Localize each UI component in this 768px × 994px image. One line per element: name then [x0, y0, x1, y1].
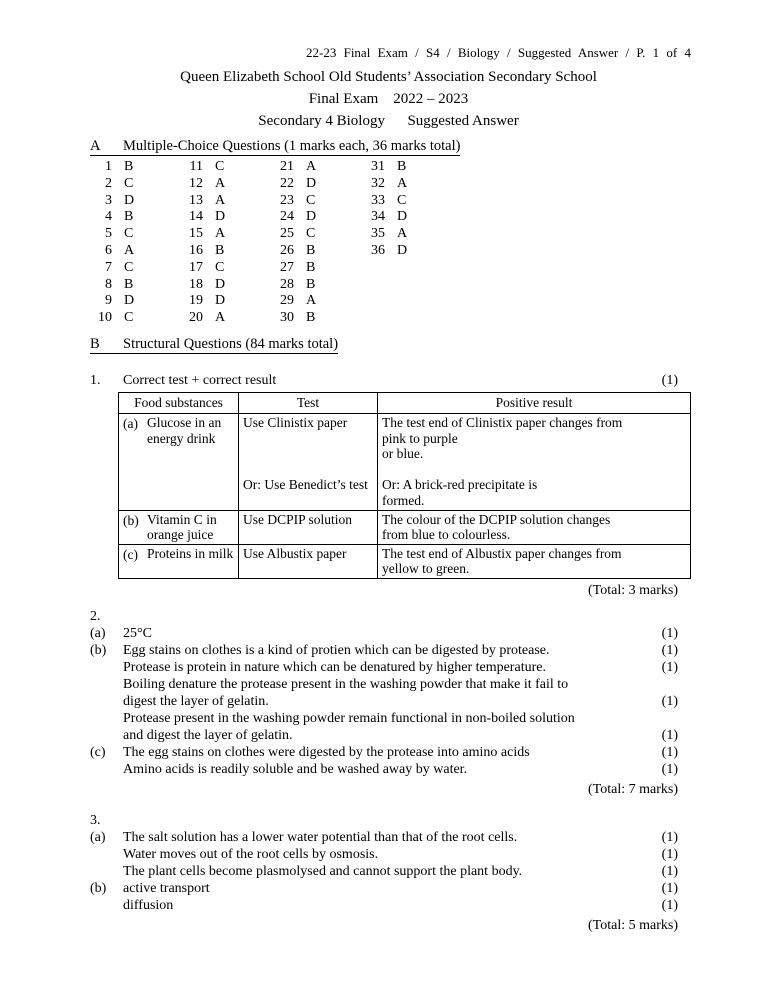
mc-answer-row: [90, 293, 181, 310]
answer-line: [90, 897, 687, 914]
section-a-underline: [90, 138, 460, 156]
food-text-line: Vitamin C in: [147, 511, 217, 527]
section-a-heading: [90, 138, 687, 156]
mc-question-number: 27: [280, 259, 294, 275]
test-cell: [239, 413, 378, 510]
mc-question-number: 19: [189, 293, 203, 309]
mc-answer-row: [181, 226, 272, 243]
answer-text: Boiling denature the protease present in the washing powder that make it fail to: [123, 676, 569, 692]
mc-answer-row: [181, 293, 272, 310]
marks-label: (1): [661, 693, 678, 709]
mc-answer-letter: A: [215, 226, 226, 242]
answer-text: Amino acids is readily soluble and be washed away by water.: [123, 761, 468, 777]
mc-answer-letter: D: [306, 209, 317, 225]
mc-answer-letter: B: [306, 310, 316, 326]
marks-label: (1): [661, 744, 678, 760]
answer-line: [90, 710, 687, 727]
answer-text: Protease present in the washing powder remain functional in non-boiled solution: [123, 710, 575, 726]
mc-answer-row: [363, 176, 407, 193]
answer-line: [90, 863, 687, 880]
page-meta-line: 22-23 Final Exam / S4 / Biology / Suggested Answer / P. 1 of 4: [306, 45, 691, 60]
answer-text: Water moves out of the root cells by osmosis.: [123, 846, 379, 862]
q3-total: (Total: 5 marks): [588, 917, 678, 933]
mc-answer-column: [272, 159, 363, 327]
test-text-line: Use DCPIP solution: [243, 511, 353, 527]
test-text-line: Use Clinistix paper: [243, 414, 348, 430]
mc-question-number: 33: [371, 192, 385, 208]
table-row: [119, 413, 691, 510]
mc-answer-row: [90, 209, 181, 226]
mc-answer-column: [363, 159, 407, 327]
food-cell-layout: [123, 512, 234, 543]
exam-title-line: Final Exam 2022 – 2023: [308, 91, 469, 107]
answer-part-label: (a): [90, 625, 106, 641]
food-text-line: Proteins in milk: [147, 545, 234, 561]
answer-part-label: (b): [90, 642, 107, 658]
mc-question-number: 35: [371, 226, 385, 242]
row-label: (c): [123, 546, 138, 562]
mc-question-number: 25: [280, 226, 294, 242]
food-cell-layout: [123, 546, 234, 563]
food-substance-cell: [119, 510, 239, 544]
mc-answer-letter: C: [124, 310, 134, 326]
mc-answer-grid: [90, 159, 687, 327]
mc-question-number: 11: [189, 159, 203, 174]
food-text: [147, 415, 234, 446]
test-cell: [239, 510, 378, 544]
marks-label: (1): [661, 761, 678, 777]
result-text-line: [382, 462, 686, 478]
result-text-line: from blue to colourless.: [382, 527, 511, 543]
test-cell: [239, 544, 378, 578]
answer-part-label: (b): [90, 880, 107, 896]
mc-answer-row: [363, 159, 407, 176]
mc-answer-letter: D: [397, 209, 408, 225]
mc-answer-row: [272, 176, 363, 193]
answer-line: [90, 693, 687, 710]
mc-question-number: 16: [189, 242, 203, 258]
mc-answer-row: [181, 277, 272, 294]
mc-answer-row: [272, 159, 363, 176]
mc-answer-row: [181, 176, 272, 193]
mc-answer-row: [90, 310, 181, 327]
answer-line: [90, 676, 687, 693]
mc-answer-letter: B: [306, 259, 316, 275]
mc-answer-row: [363, 226, 407, 243]
mc-question-number: 18: [189, 276, 203, 292]
positive-result-cell: [378, 413, 691, 510]
result-text-line: or blue.: [382, 446, 424, 462]
mc-question-number: 4: [105, 209, 112, 225]
mc-question-number: 15: [189, 226, 203, 242]
section-b-title: Structural Questions (84 marks total): [123, 335, 339, 352]
mc-question-number: 17: [189, 259, 203, 275]
answer-line: [90, 761, 687, 778]
result-text-line: The colour of the DCPIP solution changes: [382, 511, 611, 527]
mc-answer-row: [90, 226, 181, 243]
school-name: Queen Elizabeth School Old Students’ Association Secondary School: [180, 69, 597, 85]
mc-question-number: 26: [280, 242, 294, 258]
mc-question-number: 34: [371, 209, 385, 225]
mc-question-number: 32: [371, 175, 385, 191]
q3-answer-lines: [90, 829, 687, 914]
mc-answer-row: [90, 176, 181, 193]
q2-answer-lines: [90, 625, 687, 778]
food-cell-layout: [123, 415, 234, 446]
mc-answer-row: [272, 260, 363, 277]
answer-line: [90, 846, 687, 863]
answer-line: [90, 642, 687, 659]
q1-prompt-line: [90, 372, 687, 389]
mc-answer-row: [181, 310, 272, 327]
q1-food-test-table: [118, 392, 691, 579]
answer-text: Egg stains on clothes is a kind of protien which can be digested by protease.: [123, 642, 550, 658]
mc-answer-row: [272, 310, 363, 327]
answer-text: The salt solution has a lower water potential than that of the root cells.: [123, 829, 518, 845]
test-text-line: Use Albustix paper: [243, 545, 347, 561]
mc-answer-letter: A: [215, 175, 226, 191]
answer-part-label: [90, 863, 123, 880]
q2-total: (Total: 7 marks): [588, 781, 678, 797]
food-text-line: energy drink: [147, 430, 216, 446]
table-row: [119, 510, 691, 544]
mc-question-number: 14: [189, 209, 203, 225]
answer-part-label: [90, 846, 123, 863]
marks-label: (1): [661, 829, 678, 845]
mc-answer-letter: A: [397, 226, 408, 242]
mc-answer-row: [272, 226, 363, 243]
col-header-positive-result: Positive result: [378, 392, 691, 413]
mc-answer-letter: D: [397, 242, 408, 258]
mc-answer-row: [181, 159, 272, 176]
food-text-line: orange juice: [147, 527, 214, 543]
mc-answer-column: [181, 159, 272, 327]
mc-answer-row: [90, 193, 181, 210]
answer-text: The egg stains on clothes were digested by the protease into amino acids: [123, 744, 530, 760]
col-header-food-substances: Food substances: [119, 392, 239, 413]
answer-part-label: [90, 659, 123, 676]
mc-answer-letter: D: [215, 293, 226, 309]
marks-label: (1): [661, 863, 678, 879]
mc-question-number: 36: [371, 242, 385, 258]
mc-answer-letter: B: [306, 242, 316, 258]
marks-label: (1): [661, 642, 678, 658]
mc-answer-letter: B: [124, 209, 134, 225]
mc-answer-letter: B: [124, 276, 134, 292]
mc-question-number: 6: [105, 242, 112, 258]
mc-answer-letter: C: [124, 259, 134, 275]
answer-text: Protease is protein in nature which can be denatured by higher temperature.: [123, 659, 546, 675]
mc-answer-letter: A: [215, 192, 226, 208]
mc-question-number: 1: [105, 159, 112, 174]
answer-text: active transport: [123, 880, 210, 896]
answer-text: diffusion: [123, 897, 174, 913]
mc-question-number: 28: [280, 276, 294, 292]
marks-label: (1): [661, 625, 678, 641]
mc-answer-row: [363, 243, 407, 260]
mc-answer-row: [181, 209, 272, 226]
result-text-line: yellow to green.: [382, 561, 470, 577]
section-a-title: Multiple-Choice Questions (1 marks each, 36 marks total): [123, 138, 461, 154]
mc-answer-row: [181, 260, 272, 277]
q1-number: 1.: [90, 372, 101, 388]
mc-answer-row: [90, 159, 181, 176]
mc-answer-letter: C: [215, 259, 225, 275]
mc-answer-letter: C: [397, 192, 407, 208]
mc-answer-letter: C: [306, 226, 316, 242]
row-label: (a): [123, 415, 138, 431]
mc-question-number: 29: [280, 293, 294, 309]
mc-answer-letter: A: [124, 242, 135, 258]
positive-result-cell: [378, 510, 691, 544]
food-substance-cell: [119, 544, 239, 578]
test-text-line: [243, 462, 373, 478]
answer-part-label: [90, 676, 123, 693]
mc-answer-letter: D: [124, 192, 135, 208]
mc-answer-letter: C: [124, 226, 134, 242]
mc-answer-letter: A: [397, 175, 408, 191]
mc-question-number: 8: [105, 276, 112, 292]
mc-question-number: 9: [105, 293, 112, 309]
mc-question-number: 10: [98, 310, 112, 326]
table-header-row: [119, 392, 691, 413]
mc-question-number: 12: [189, 175, 203, 191]
mc-question-number: 30: [280, 310, 294, 326]
mc-answer-row: [363, 193, 407, 210]
q3-number: 3.: [90, 812, 101, 828]
mc-answer-column: [90, 159, 181, 327]
mc-answer-letter: B: [215, 242, 225, 258]
mc-answer-letter: A: [306, 159, 317, 174]
answer-part-label: [90, 761, 123, 778]
answer-part-label: (a): [90, 829, 106, 845]
food-substance-cell: [119, 413, 239, 510]
answer-part-label: (c): [90, 744, 106, 760]
mc-answer-letter: A: [306, 293, 317, 309]
marks-label: (1): [661, 897, 678, 913]
mc-question-number: 22: [280, 175, 294, 191]
section-b-underline: [90, 336, 338, 354]
mc-question-number: 2: [105, 175, 112, 191]
answer-line: [90, 659, 687, 676]
mc-answer-row: [272, 277, 363, 294]
answer-text: digest the layer of gelatin.: [123, 693, 269, 709]
answer-line: [90, 727, 687, 744]
section-a-letter: A: [90, 138, 101, 154]
mc-question-number: 24: [280, 209, 294, 225]
q1-prompt: Correct test + correct result: [123, 372, 277, 388]
result-text-line: pink to purple: [382, 430, 458, 446]
mc-answer-letter: D: [124, 293, 135, 309]
answer-line: [90, 829, 687, 846]
answer-part-label: [90, 693, 123, 710]
q1-marks: (1): [661, 372, 678, 388]
food-text: [147, 512, 234, 543]
result-text-line: The test end of Albustix paper changes from: [382, 545, 622, 561]
mc-answer-letter: C: [124, 175, 134, 191]
marks-label: (1): [661, 846, 678, 862]
q2-number: 2.: [90, 608, 101, 624]
mc-answer-letter: D: [215, 276, 226, 292]
mc-answer-letter: A: [215, 310, 226, 326]
marks-label: (1): [661, 727, 678, 743]
col-header-test: Test: [239, 392, 378, 413]
mc-answer-row: [363, 209, 407, 226]
q1-total: (Total: 3 marks): [588, 582, 678, 598]
mc-question-number: 7: [105, 259, 112, 275]
answer-text: The plant cells become plasmolysed and cannot support the plant body.: [123, 863, 523, 879]
answer-text: and digest the layer of gelatin.: [123, 727, 293, 743]
mc-question-number: 21: [280, 159, 294, 174]
test-text-line: [243, 446, 373, 462]
mc-answer-row: [90, 260, 181, 277]
section-b-letter: B: [90, 335, 100, 352]
result-text-line: The test end of Clinistix paper changes from: [382, 414, 623, 430]
result-text-line: formed.: [382, 492, 425, 508]
answer-part-label: [90, 897, 123, 914]
mc-question-number: 3: [105, 192, 112, 208]
food-text: [147, 546, 234, 563]
mc-answer-row: [181, 243, 272, 260]
mc-question-number: 23: [280, 192, 294, 208]
mc-question-number: 5: [105, 226, 112, 242]
answer-line: [90, 880, 687, 897]
answer-part-label: [90, 727, 123, 744]
mc-question-number: 20: [189, 310, 203, 326]
mc-answer-letter: C: [215, 159, 225, 174]
document-header: [90, 45, 691, 132]
section-b-heading: [90, 336, 687, 354]
mc-answer-letter: D: [306, 175, 317, 191]
mc-answer-row: [181, 193, 272, 210]
row-label: (b): [123, 512, 139, 528]
subject-line: Secondary 4 Biology Suggested Answer: [258, 113, 519, 129]
table-row: [119, 544, 691, 578]
answer-part-label: [90, 710, 123, 727]
mc-answer-row: [90, 277, 181, 294]
positive-result-cell: [378, 544, 691, 578]
mc-answer-row: [90, 243, 181, 260]
mc-answer-row: [272, 293, 363, 310]
mc-answer-letter: B: [124, 159, 134, 174]
mc-answer-row: [272, 193, 363, 210]
mc-answer-letter: D: [215, 209, 226, 225]
result-text-line: Or: A brick-red precipitate is: [382, 477, 538, 493]
answer-text: 25°C: [123, 625, 152, 641]
mc-answer-row: [272, 243, 363, 260]
answer-line: [90, 625, 687, 642]
test-text-line: [243, 431, 373, 447]
answer-line: [90, 744, 687, 761]
mc-question-number: 31: [371, 159, 385, 174]
mc-answer-letter: B: [397, 159, 407, 174]
test-text-line: Or: Use Benedict’s test: [243, 477, 368, 493]
mc-answer-letter: B: [306, 276, 316, 292]
mc-answer-letter: C: [306, 192, 316, 208]
food-text-line: Glucose in an: [147, 414, 222, 430]
marks-label: (1): [661, 659, 678, 675]
mc-question-number: 13: [189, 192, 203, 208]
marks-label: (1): [661, 880, 678, 896]
mc-answer-row: [272, 209, 363, 226]
